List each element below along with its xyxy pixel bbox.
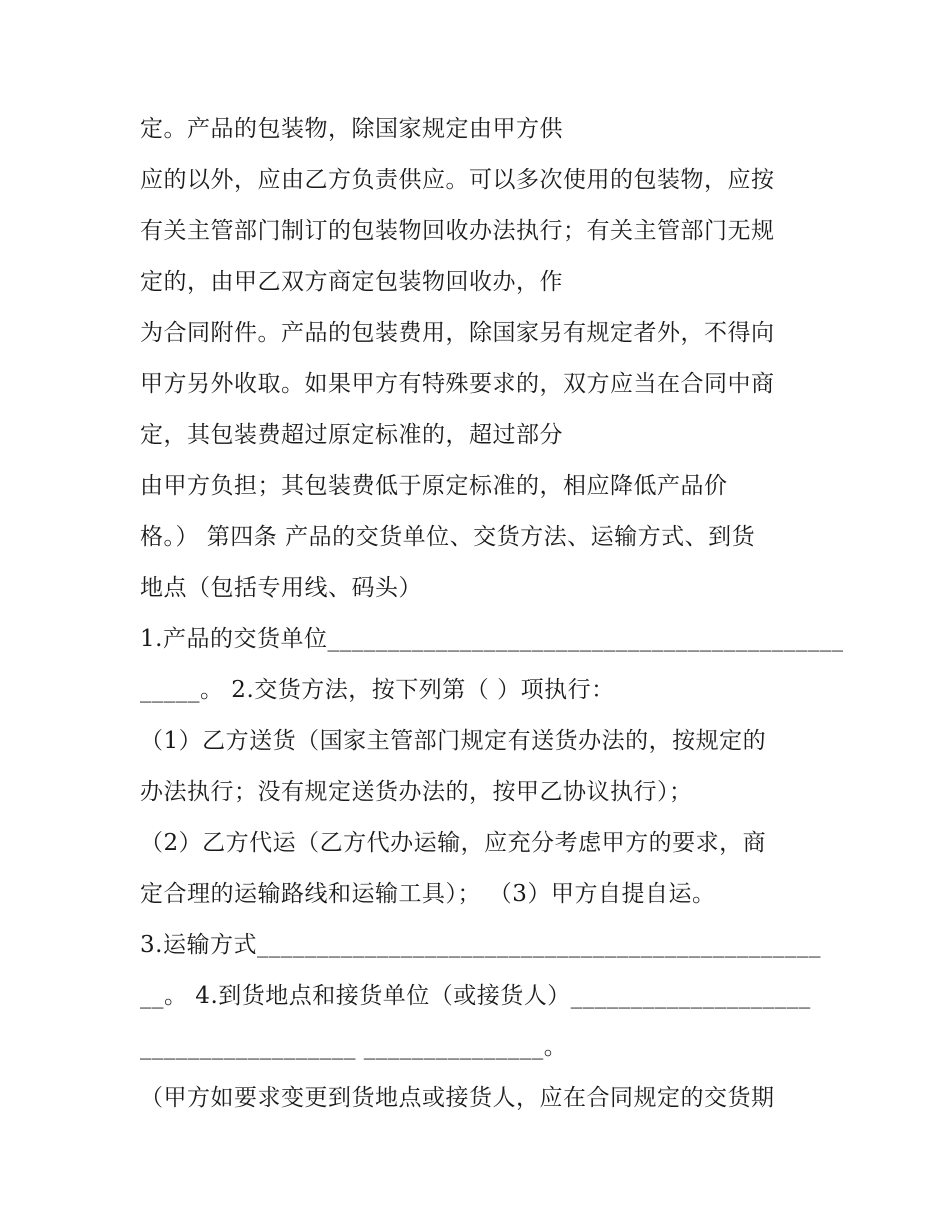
text-line: （2）乙方代运（乙方代办运输，应充分考虑甲方的要求，商 [140,830,767,856]
text-line: 有关主管部门制订的包装物回收办法执行；有关主管部门无规 [140,218,775,244]
text-line: 格。） 第四条 产品的交货单位、交货方法、运输方式、到货 [140,524,756,550]
text-line: 定。产品的包装物，除国家规定由甲方供 [140,116,563,142]
text-line: 定，其包装费超过原定标准的，超过部分 [140,422,563,448]
text-line: 定的，由甲乙双方商定包装物回收办，作 [140,269,563,295]
text-line: 地点（包括专用线、码头） [140,575,422,601]
text-line: __。 4.到货地点和接货单位（或接货人）____________________ [140,983,811,1009]
text-line: 甲方另外收取。如果甲方有特殊要求的，双方应当在合同中商 [140,371,775,397]
text-line: 应的以外，应由乙方负责供应。可以多次使用的包装物，应按 [140,167,775,193]
text-line: 1.产品的交货单位___________________________________________ [140,626,844,652]
text-line: 由甲方负担；其包装费低于原定标准的，相应降低产品价 [140,473,728,499]
text-line: （1）乙方送货（国家主管部门规定有送货办法的，按规定的 [140,728,767,754]
text-line: __________________ _______________。 [140,1034,568,1060]
text-line: 为合同附件。产品的包装费用，除国家另有规定者外，不得向 [140,320,775,346]
text-line: _____。 2.交货方法，按下列第（ ）项执行： [140,677,615,703]
text-line: 定合理的运输路线和运输工具）； （3）甲方自提自运。 [140,881,716,907]
text-line: （甲方如要求变更到货地点或接货人，应在合同规定的交货期 [140,1085,775,1111]
text-line: 3.运输方式_______________________________________________ [140,932,821,958]
text-line: 办法执行；没有规定送货办法的，按甲乙协议执行）； [140,779,693,805]
